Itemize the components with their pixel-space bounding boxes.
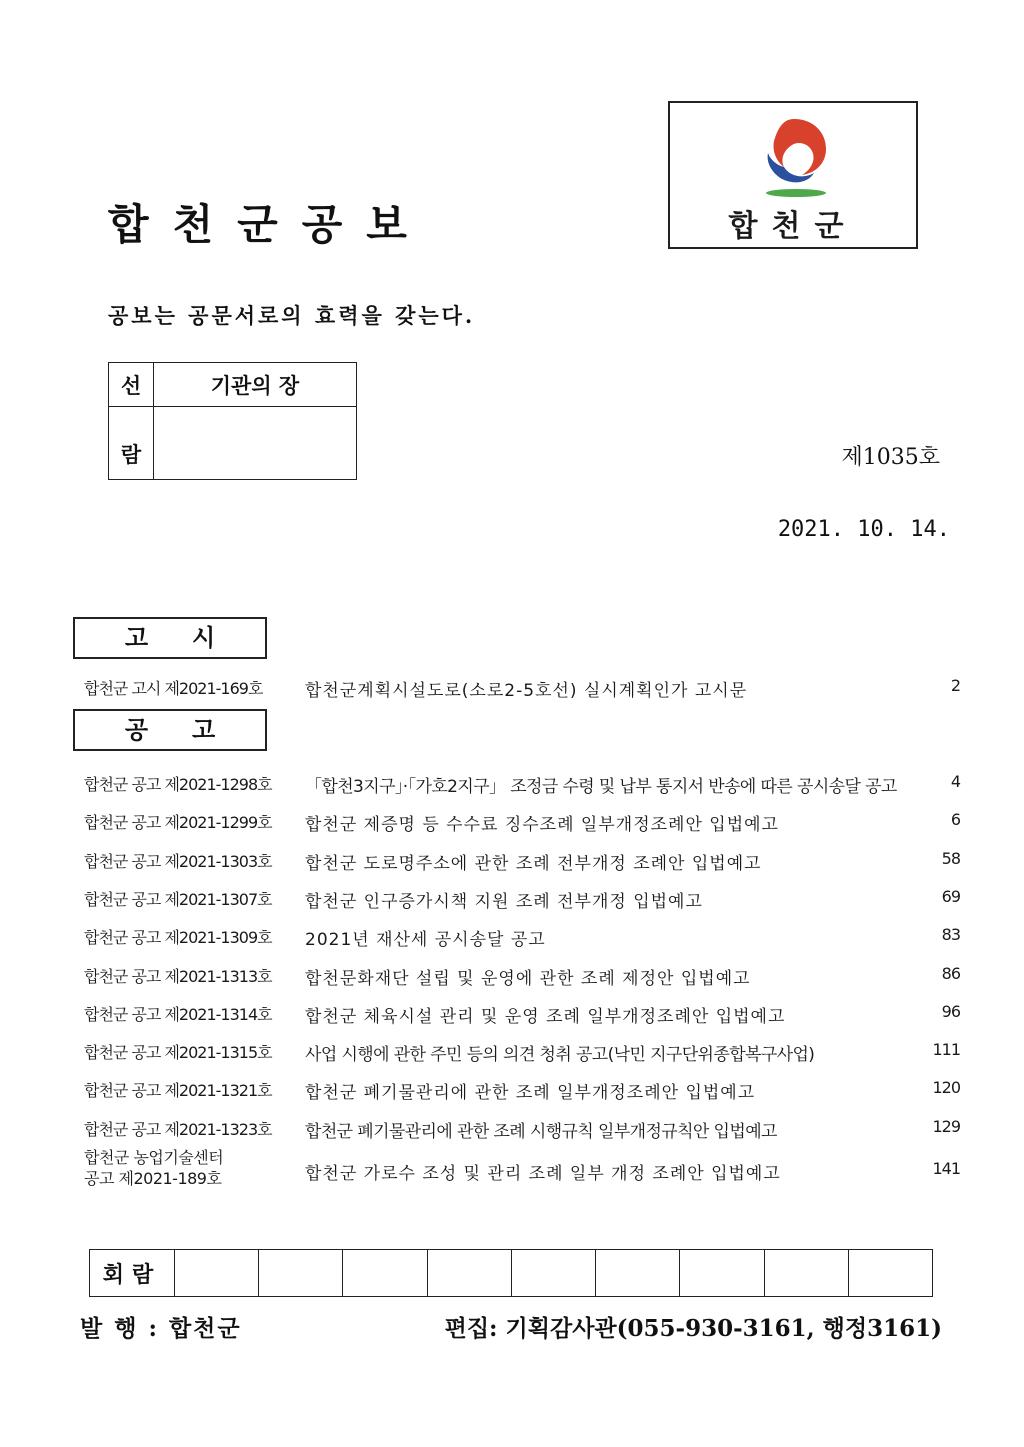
circulation-cell: [343, 1250, 427, 1297]
entry-page: 83: [941, 925, 960, 944]
county-logo: [668, 101, 918, 249]
review-label-top: 선: [109, 363, 154, 407]
entry-title: 합천군 폐기물관리에 관한 조례 시행규칙 일부개정규칙안 입법예고: [305, 1122, 777, 1142]
circulation-cell: [511, 1250, 595, 1297]
effect-statement: 공보는 공문서로의 효력을 갖는다.: [108, 303, 476, 328]
list-item[interactable]: [84, 1036, 960, 1066]
publisher: 발 행 : 합천군: [80, 1315, 242, 1342]
review-table: [108, 362, 357, 480]
review-label-bottom: 람: [109, 407, 154, 480]
entry-number-line1: 합천군 농업기술센터: [84, 1148, 224, 1167]
section-announcement-header: 공고: [73, 709, 267, 751]
review-head-cell: 기관의 장: [154, 363, 357, 407]
entry-number: [84, 1147, 223, 1189]
editor-contact: 편집: 기획감사관(055-930-3161, 행정3161): [444, 1315, 942, 1342]
entry-number-line2: 공고 제2021-189호: [84, 1169, 222, 1188]
entry-number: 합천군 공고 제2021-1307호: [84, 890, 272, 909]
list-item[interactable]: [84, 1113, 960, 1143]
county-emblem-icon: [754, 113, 834, 203]
circulation-cell: [764, 1250, 848, 1297]
list-item[interactable]: [84, 1074, 960, 1104]
entry-number: 합천군 공고 제2021-1299호: [84, 813, 272, 832]
circulation-cell: [848, 1250, 932, 1297]
list-item[interactable]: [84, 998, 960, 1028]
circulation-label: 회람: [90, 1250, 175, 1297]
entry-title: 합천군 도로명주소에 관한 조례 전부개정 조례안 입법예고: [305, 854, 762, 874]
page-title: 합천군공보: [108, 200, 431, 249]
entry-number: 합천군 공고 제2021-1298호: [84, 775, 272, 794]
entry-page: 58: [941, 849, 960, 868]
review-sign-cell: [154, 407, 357, 480]
circulation-cell: [259, 1250, 343, 1297]
entry-page: 141: [932, 1159, 960, 1178]
circulation-cell: [175, 1250, 259, 1297]
entry-title: 합천군 체육시설 관리 및 운영 조례 일부개정조례안 입법예고: [305, 1007, 786, 1027]
entry-title: 합천군 제증명 등 수수료 징수조례 일부개정조례안 입법예고: [305, 815, 779, 835]
entry-title: 합천군 폐기물관리에 관한 조례 일부개정조례안 입법예고: [305, 1083, 756, 1103]
entry-number: 합천군 공고 제2021-1314호: [84, 1005, 272, 1024]
entry-title: 합천군 가로수 조성 및 관리 조례 일부 개정 조례안 입법예고: [305, 1164, 781, 1184]
entry-number: 합천군 공고 제2021-1315호: [84, 1043, 272, 1062]
section-notice-header: 고시: [73, 617, 267, 659]
entry-title: 합천군 인구증가시책 지원 조례 전부개정 입법예고: [305, 892, 703, 912]
entry-page: 86: [941, 964, 960, 983]
logo-text: 합천군: [728, 209, 858, 244]
entry-number: 합천군 공고 제2021-1321호: [84, 1081, 272, 1100]
list-item[interactable]: [84, 845, 960, 875]
circulation-cell: [680, 1250, 764, 1297]
entry-number: 합천군 공고 제2021-1309호: [84, 928, 272, 947]
circulation-cell: [427, 1250, 511, 1297]
circulation-cell: [596, 1250, 680, 1297]
circulation-table: [89, 1249, 933, 1297]
issue-date: 2021. 10. 14.: [777, 517, 950, 542]
entry-page: 4: [950, 772, 960, 791]
entry-title: 사업 시행에 관한 주민 등의 의견 청취 공고(낙민 지구단위종합복구사업): [305, 1045, 815, 1065]
list-item[interactable]: [84, 806, 960, 836]
entry-page: 69: [941, 887, 960, 906]
entry-title: 합천군계획시설도로(소로2-5호선) 실시계획인가 고시문: [305, 681, 748, 701]
entry-page: 111: [932, 1040, 960, 1059]
entry-title: 2021년 재산세 공시송달 공고: [305, 930, 546, 950]
entry-page: 129: [932, 1117, 960, 1136]
entry-number: 합천군 공고 제2021-1303호: [84, 852, 272, 871]
entry-page: 96: [941, 1002, 960, 1021]
list-item[interactable]: [84, 672, 960, 702]
entry-number: 합천군 공고 제2021-1323호: [84, 1120, 272, 1139]
entry-title: 「합천3지구」·「가호2지구」 조정금 수령 및 납부 통지서 반송에 따른 공시송달 공고: [305, 777, 897, 797]
list-item[interactable]: [84, 768, 960, 798]
issue-number: 제1035호: [841, 445, 940, 470]
entry-page: 2: [950, 676, 960, 695]
entry-page: 6: [950, 810, 960, 829]
entry-number: 합천군 공고 제2021-1313호: [84, 967, 272, 986]
list-item[interactable]: [84, 1148, 960, 1188]
entry-page: 120: [932, 1078, 960, 1097]
entry-title: 합천문화재단 설립 및 운영에 관한 조례 제정안 입법예고: [305, 969, 751, 989]
list-item[interactable]: [84, 883, 960, 913]
list-item[interactable]: [84, 960, 960, 990]
list-item[interactable]: [84, 921, 960, 951]
entry-number: 합천군 고시 제2021-169호: [84, 679, 263, 698]
